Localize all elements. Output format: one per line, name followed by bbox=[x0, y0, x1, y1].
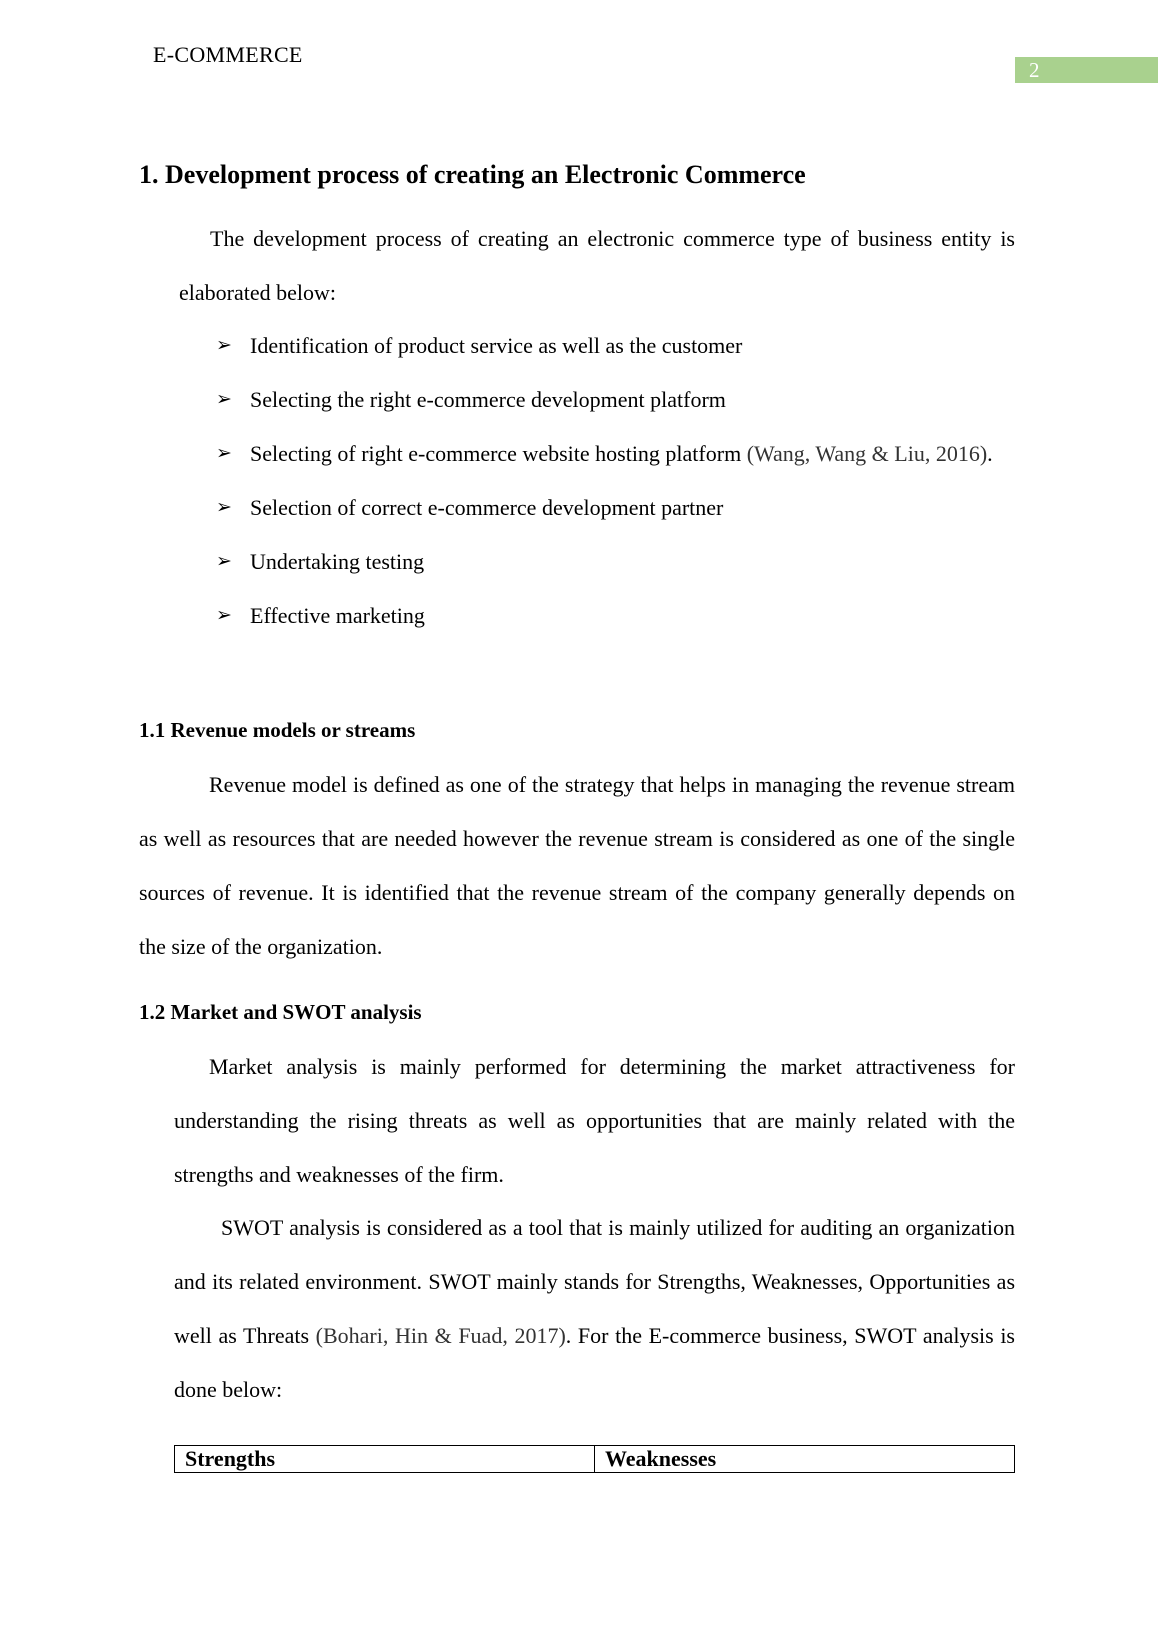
table-header-row bbox=[175, 1446, 1015, 1473]
arrowhead-bullet-icon: ➢ bbox=[216, 443, 232, 464]
list-item-text: Selecting the right e-commerce development platform bbox=[250, 387, 726, 412]
list-item-text: Selection of correct e-commerce development partner bbox=[250, 495, 724, 520]
swot-text-after: . For the E-commerce business, SWOT analysis is done below: bbox=[174, 1323, 1015, 1402]
list-item bbox=[216, 481, 1016, 535]
section-heading-1-1: 1.1 Revenue models or streams bbox=[139, 718, 416, 742]
swot-table bbox=[174, 1445, 1015, 1473]
arrowhead-bullet-icon: ➢ bbox=[216, 551, 232, 572]
revenue-models-paragraph: Revenue model is defined as one of the strategy that helps in managing the revenue stream as well as resources that are needed however the revenue stream is considered as one of the single sources of revenue. It is identified that the revenue stream of the company generally depends on the size of the organization. bbox=[139, 772, 1015, 959]
arrowhead-bullet-icon: ➢ bbox=[216, 389, 232, 410]
swot-analysis-paragraph bbox=[174, 1201, 1015, 1417]
swot-text-before: SWOT analysis is considered as a tool that is mainly utilized for auditing an organization and its related environment. SWOT mainly stands for Strengths, Weaknesses, Opportunities as well as Threats bbox=[174, 1215, 1015, 1348]
section-heading-1: 1. Development process of creating an Electronic Commerce bbox=[139, 160, 806, 189]
citation: (Bohari, Hin & Fuad, 2017) bbox=[315, 1323, 566, 1348]
list-item-text: Effective marketing bbox=[250, 603, 425, 628]
page-number-badge: 2 bbox=[1015, 57, 1158, 83]
development-steps-list bbox=[216, 319, 1016, 643]
list-item bbox=[216, 319, 1016, 373]
list-item-text: Identification of product service as well as the customer bbox=[250, 333, 743, 358]
section-heading-1-2: 1.2 Market and SWOT analysis bbox=[139, 1000, 422, 1024]
running-header: E-COMMERCE bbox=[153, 42, 303, 67]
list-item bbox=[216, 427, 1016, 481]
list-item-suffix: . bbox=[987, 441, 993, 466]
citation: (Wang, Wang & Liu, 2016) bbox=[746, 441, 988, 466]
list-item bbox=[216, 535, 1016, 589]
list-item-text: Undertaking testing bbox=[250, 549, 425, 574]
arrowhead-bullet-icon: ➢ bbox=[216, 335, 232, 356]
table-header-weaknesses: Weaknesses bbox=[595, 1446, 1015, 1473]
market-analysis-paragraph: Market analysis is mainly performed for determining the market attractiveness for understanding the rising threats as well as opportunities that are mainly related with the strengths and weaknesses of the firm. bbox=[174, 1054, 1015, 1187]
list-item bbox=[216, 373, 1016, 427]
arrowhead-bullet-icon: ➢ bbox=[216, 605, 232, 626]
table-header-strengths: Strengths bbox=[175, 1446, 595, 1473]
list-item bbox=[216, 589, 1016, 643]
section-1-intro: The development process of creating an electronic commerce type of business entity is elaborated below: bbox=[179, 226, 1015, 305]
list-item-text: Selecting of right e-commerce website hosting platform bbox=[250, 441, 747, 466]
arrowhead-bullet-icon: ➢ bbox=[216, 497, 232, 518]
